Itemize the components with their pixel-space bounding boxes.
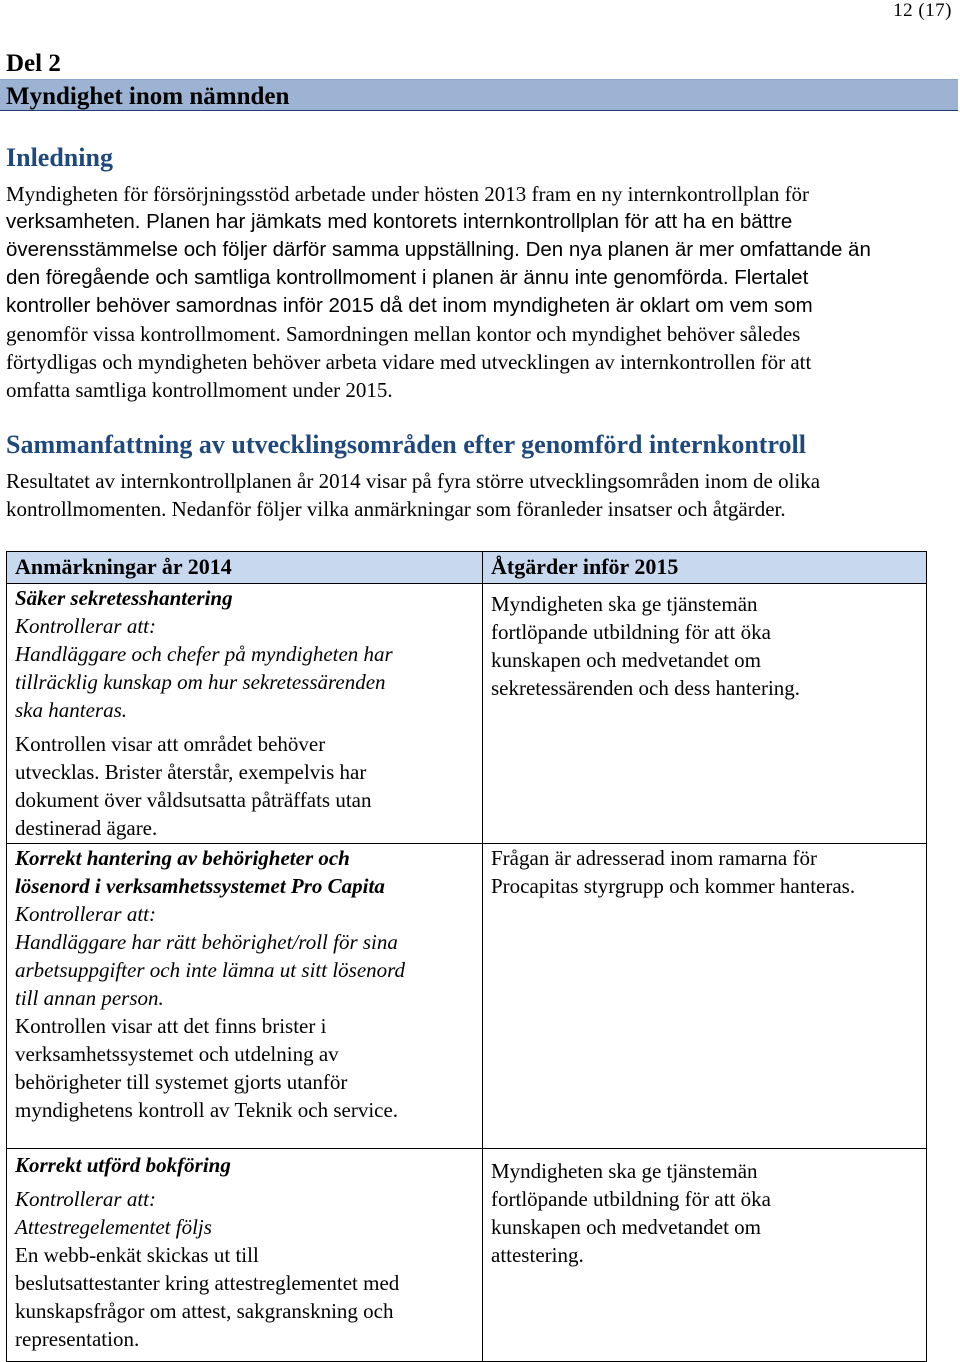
- action-line: Frågan är adresserad inom ramarna för: [491, 846, 817, 870]
- action-line: fortlöpande utbildning för att öka: [491, 1187, 771, 1211]
- summary-text: [6, 467, 951, 523]
- summary-line: kontrollmomenten. Nedanför följer vilka anmärkningar som föranleder insatser och åtgärder.: [6, 497, 786, 521]
- result-line: destinerad ägare.: [15, 816, 158, 840]
- action-cell: [483, 1149, 927, 1362]
- control-line: arbetsuppgifter och inte lämna ut sitt lösenord: [15, 958, 406, 982]
- action-line: attestering.: [491, 1243, 584, 1267]
- introduction-line: verksamheten. Planen har jämkats med kontorets internkontrollplan för att ha en bättre: [6, 210, 793, 233]
- remark-title: lösenord i verksamhetssystemet Pro Capita: [15, 874, 385, 898]
- introduction-text: [6, 180, 951, 404]
- result-line: representation.: [15, 1327, 140, 1351]
- result-line: behörigheter till systemet gjorts utanför: [15, 1070, 348, 1094]
- result-line: utvecklas. Brister återstår, exempelvis har: [15, 760, 367, 784]
- table-header-row: [7, 552, 927, 584]
- action-cell: [483, 844, 927, 1149]
- part-label: Del 2: [6, 50, 61, 77]
- action-line: Procapitas styrgrupp och kommer hanteras.: [491, 874, 856, 898]
- part-title: Myndighet inom nämnden: [0, 79, 958, 111]
- introduction-line: överensstämmelse och följer därför samma uppställning. Den nya planen är mer omfattande än: [6, 238, 871, 261]
- result-line: verksamhetssystemet och utdelning av: [15, 1042, 339, 1066]
- table-row: [7, 844, 927, 1149]
- control-line: ska hanteras.: [15, 698, 127, 722]
- result-line: kunskapsfrågor om attest, sakgranskning och: [15, 1299, 394, 1323]
- control-line: tillräcklig kunskap om hur sekretessärenden: [15, 670, 386, 694]
- remark-cell: [7, 844, 483, 1149]
- control-line: Attestregelementet följs: [15, 1215, 212, 1239]
- remark-cell: [7, 584, 483, 844]
- header-actions: Åtgärder inför 2015: [483, 552, 927, 584]
- introduction-line: den föregående och samtliga kontrollmoment i planen är ännu inte genomförda. Flertalet: [6, 266, 809, 289]
- introduction-line: kontroller behöver samordnas inför 2015 då det inom myndigheten är oklart om vem som: [6, 294, 813, 317]
- control-line: till annan person.: [15, 986, 164, 1010]
- action-line: Myndigheten ska ge tjänstemän: [491, 1159, 758, 1183]
- action-line: kunskapen och medvetandet om: [491, 648, 762, 672]
- action-line: Myndigheten ska ge tjänstemän: [491, 592, 758, 616]
- controls-label: Kontrollerar att:: [15, 614, 156, 638]
- action-cell: [483, 584, 927, 844]
- remark-title: Korrekt hantering av behörigheter och: [15, 846, 350, 870]
- action-line: sekretessärenden och dess hantering.: [491, 676, 801, 700]
- control-line: Handläggare och chefer på myndigheten har: [15, 642, 393, 666]
- control-line: Handläggare har rätt behörighet/roll för sina: [15, 930, 398, 954]
- result-line: dokument över våldsutsatta påträffats utan: [15, 788, 372, 812]
- table-row: [7, 1149, 927, 1362]
- header-remarks: Anmärkningar år 2014: [7, 552, 483, 584]
- summary-heading: Sammanfattning av utvecklingsområden efter genomförd internkontroll: [6, 430, 806, 459]
- action-line: kunskapen och medvetandet om: [491, 1215, 762, 1239]
- result-line: Kontrollen visar att det finns brister i: [15, 1014, 327, 1038]
- action-line: fortlöpande utbildning för att öka: [491, 620, 771, 644]
- introduction-line: omfatta samtliga kontrollmoment under 2015.: [6, 378, 393, 402]
- result-line: En webb-enkät skickas ut till: [15, 1243, 259, 1267]
- result-line: myndighetens kontroll av Teknik och service.: [15, 1098, 399, 1122]
- remarks-table: [6, 551, 927, 1362]
- introduction-heading: Inledning: [6, 143, 113, 172]
- remark-cell: [7, 1149, 483, 1362]
- part-header: [0, 46, 958, 111]
- introduction-line: förtydligas och myndigheten behöver arbeta vidare med utvecklingen av internkontrollen för att: [6, 350, 812, 374]
- result-line: beslutsattestanter kring attestreglementet med: [15, 1271, 400, 1295]
- page-number: 12 (17): [893, 0, 952, 21]
- controls-label: Kontrollerar att:: [15, 902, 156, 926]
- remark-title: Säker sekretesshantering: [15, 586, 233, 610]
- remark-title: Korrekt utförd bokföring: [15, 1153, 231, 1177]
- introduction-line: Myndigheten för försörjningsstöd arbetade under hösten 2013 fram en ny internkontrollplan för: [6, 182, 810, 206]
- controls-label: Kontrollerar att:: [15, 1187, 156, 1211]
- table-row: [7, 584, 927, 844]
- summary-line: Resultatet av internkontrollplanen år 2014 visar på fyra större utvecklingsområden inom de olika: [6, 469, 821, 493]
- result-line: Kontrollen visar att området behöver: [15, 732, 326, 756]
- introduction-line: genomför vissa kontrollmoment. Samordningen mellan kontor och myndighet behöver således: [6, 322, 801, 346]
